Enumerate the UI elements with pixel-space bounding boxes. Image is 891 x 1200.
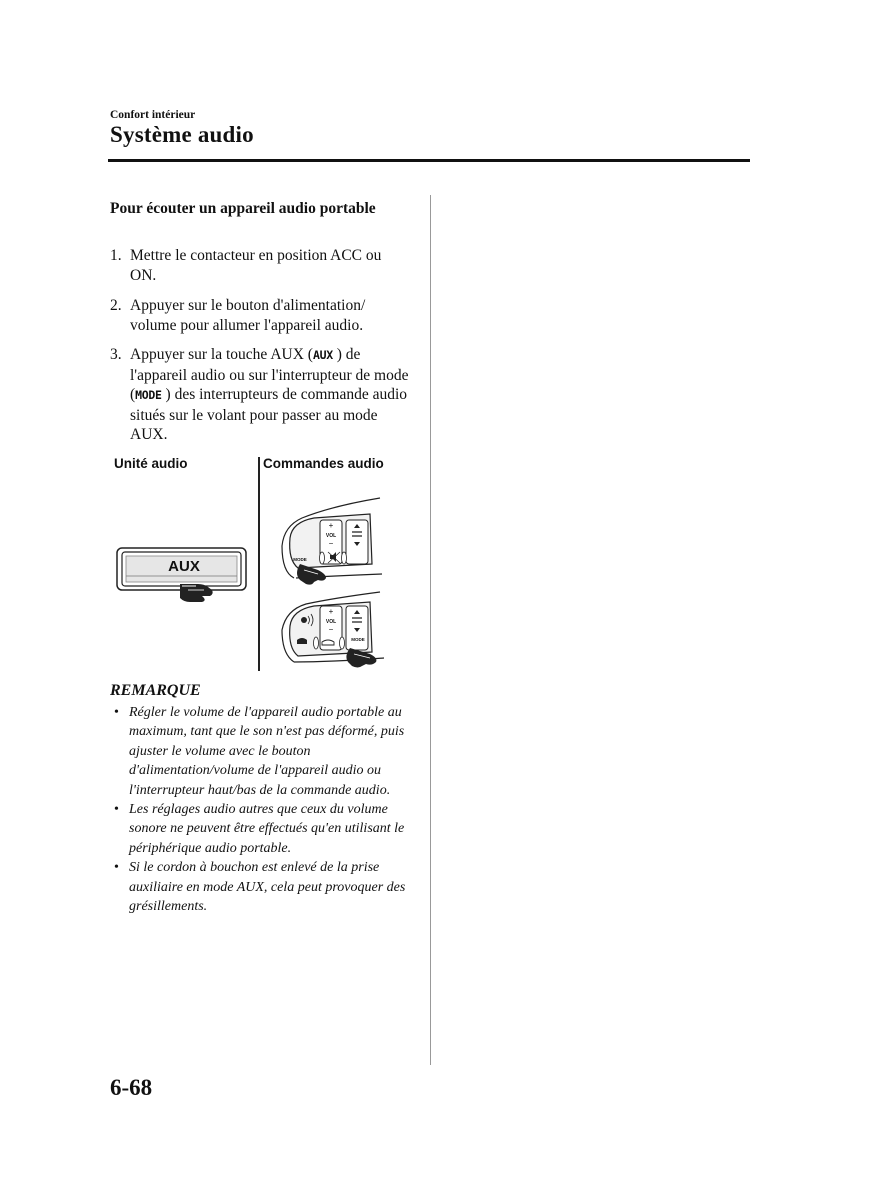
vol-label: VOL	[325, 533, 337, 539]
remark-item: • Les réglages audio autres que ceux du volume sonore ne peuvent être effectués qu'en utilisant le périphérique audio portable.	[112, 800, 408, 858]
page-title: Système audio	[110, 122, 254, 147]
vol-plus-label: +	[328, 521, 334, 530]
step-1	[110, 246, 410, 285]
figure-label-audio-controls: Commandes audio	[263, 456, 384, 471]
step-text: Mettre le contacteur en position ACC ou ON.	[130, 247, 382, 284]
step-number: 2.	[110, 297, 122, 314]
mode-key-symbol: MODE	[135, 388, 162, 402]
steering-switch-upper	[282, 498, 382, 585]
step-text: Appuyer sur le bouton d'alimentation/ volume pour allumer l'appareil audio.	[130, 297, 366, 334]
vol-plus-label: +	[328, 607, 334, 616]
step-text	[130, 345, 410, 445]
figure-divider	[258, 457, 260, 671]
title-rule	[108, 159, 750, 162]
steering-controls-illustration	[272, 490, 397, 670]
vol-label: VOL	[325, 619, 337, 625]
vol-minus-label: −	[328, 625, 334, 634]
step-2	[110, 296, 410, 335]
mode-label: MODE	[351, 637, 365, 642]
step-number: 3.	[110, 346, 122, 363]
step-number: 1.	[110, 247, 122, 264]
remark-heading: REMARQUE	[110, 682, 201, 699]
mode-label: MODE	[293, 557, 307, 562]
aux-button-label: AUX	[168, 558, 200, 575]
remark-list	[112, 703, 408, 916]
audio-unit-illustration	[112, 540, 252, 606]
step-3	[110, 345, 410, 445]
remark-item: • Si le cordon à bouchon est enlevé de la prise auxiliaire en mode AUX, cela peut provoquer des grésillements.	[112, 858, 408, 916]
phone-hangup-icon	[322, 640, 334, 645]
column-divider	[430, 195, 431, 1065]
vol-minus-label: −	[328, 539, 334, 548]
remark-item: • Régler le volume de l'appareil audio portable au maximum, tant que le son n'est pas déformé, puis ajuster le volume avec le bouton d'alimentation/volume de l'appareil audio ou l'interrupteur haut/bas de la commande audio.	[112, 703, 408, 800]
step-text-part: ) des interrupteurs de commande audio situés sur le volant pour passer au mode AUX.	[130, 386, 408, 443]
section-label: Confort intérieur	[110, 109, 196, 121]
subheading: Pour écouter un appareil audio portable	[110, 200, 376, 217]
page-number: 6-68	[110, 1075, 153, 1100]
figure-label-audio-unit: Unité audio	[114, 456, 188, 471]
step-text-part: Appuyer sur la touche AUX (	[130, 346, 313, 363]
aux-key-symbol: AUX	[312, 348, 333, 362]
step-text-part: ) de l'appareil audio ou sur l'interrupteur de mode (	[130, 346, 409, 403]
steering-switch-lower	[282, 592, 384, 668]
